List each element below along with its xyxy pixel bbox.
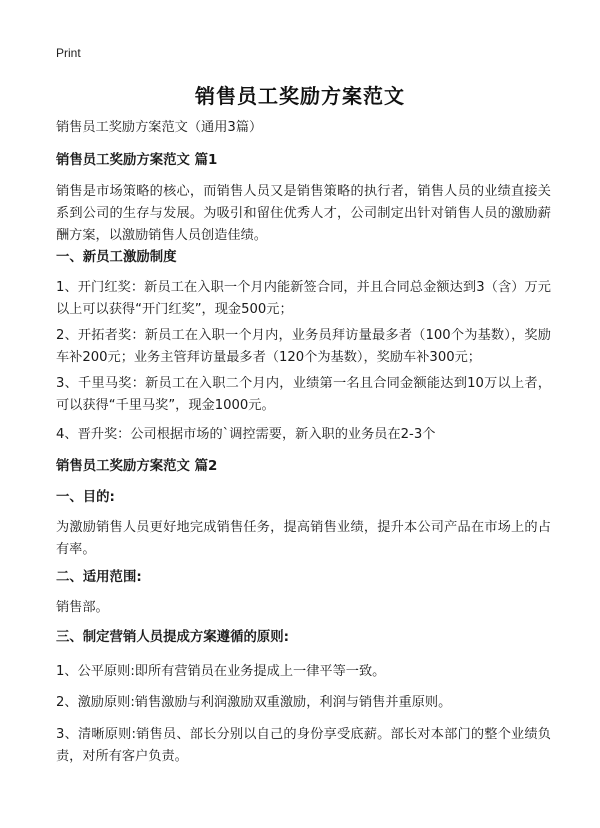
section-heading-principles: 三、制定营销人员提成方案遵循的原则: [56, 630, 289, 645]
list-item-4: 4、晋升奖：公司根据市场的`调控需要，新入职的业务员在2-3个 [56, 427, 436, 442]
part1-intro-paragraph: 销售是市场策略的核心，而销售人员又是销售策略的执行者，销售人员的业绩直接关系到公司的生存与发展。为吸引和留住优秀人才，公司制定出针对销售人员的激励薪酬方案，以激励销售人员创造佳绩。 [56, 184, 551, 243]
document-subtitle: 销售员工奖励方案范文（通用3篇） [56, 120, 263, 135]
part2-heading: 销售员工奖励方案范文 篇2 [56, 459, 218, 474]
print-label[interactable]: Print [56, 46, 81, 60]
section-heading-new-staff: 一、新员工激励制度 [56, 250, 177, 265]
list-item-2: 2、开拓者奖：新员工在入职一个月内，业务员拜访量最多者（100个为基数），奖励车补200元；业务主管拜访量最多者（120个为基数），奖励车补300元； [56, 328, 551, 365]
principle-item-2: 2、激励原则:销售激励与利润激励双重激励，利润与销售并重原则。 [56, 695, 452, 710]
goal-paragraph: 为激励销售人员更好地完成销售任务，提高销售业绩，提升本公司产品在市场上的占有率。 [56, 520, 551, 557]
principle-item-3: 3、清晰原则:销售员、部长分别以自己的身份享受底薪。部长对本部门的整个业绩负责，对所有客户负责。 [56, 727, 551, 764]
section-heading-goal: 一、目的: [56, 490, 115, 505]
page-title: 销售员工奖励方案范文 [195, 84, 405, 108]
list-item-3: 3、千里马奖：新员工在入职二个月内，业绩第一名且合同金额能达到10万以上者，可以获得“千里马奖”，现金1000元。 [56, 376, 551, 413]
scope-paragraph: 销售部。 [56, 600, 109, 615]
part1-heading: 销售员工奖励方案范文 篇1 [56, 153, 218, 168]
section-heading-scope: 二、适用范围: [56, 570, 142, 585]
principle-item-1: 1、公平原则:即所有营销员在业务提成上一律平等一致。 [56, 664, 386, 679]
list-item-1: 1、开门红奖：新员工在入职一个月内能新签合同，并且合同总金额达到3（含）万元以上可以获得“开门红奖”，现金500元； [56, 280, 551, 317]
